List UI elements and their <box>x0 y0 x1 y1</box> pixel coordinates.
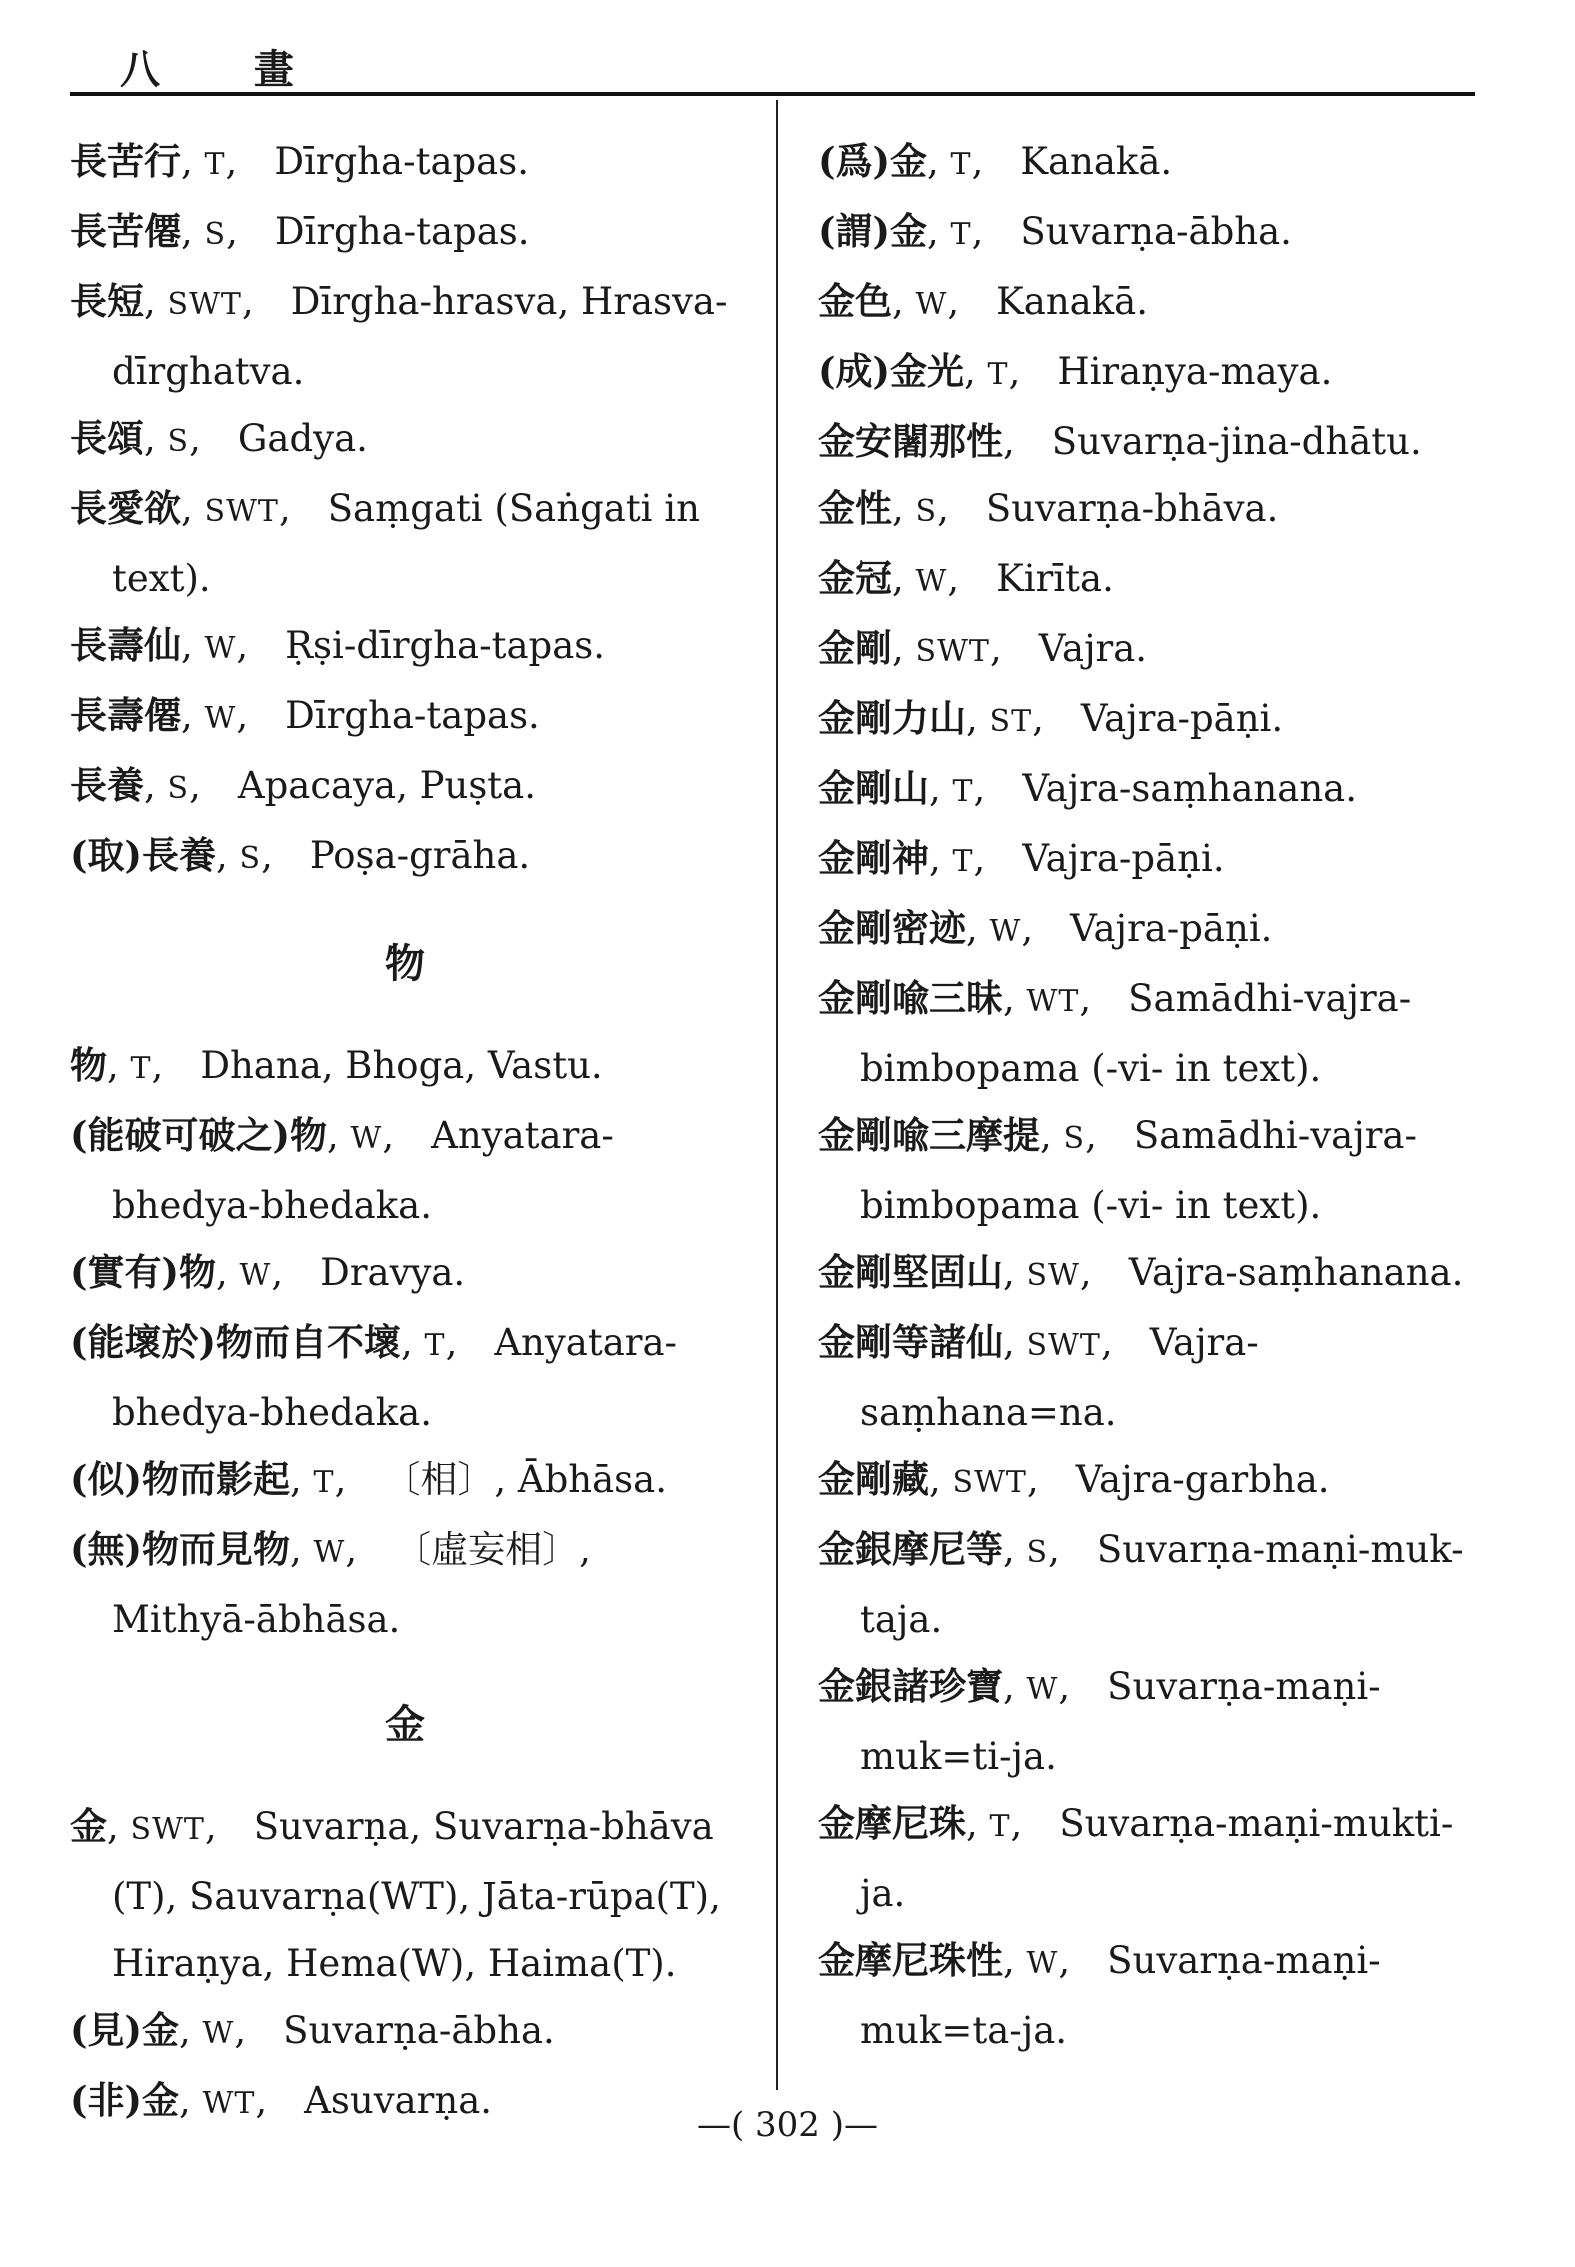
dictionary-entry: 金剛堅固山, SW, Vajra-saṃhanana. <box>818 1250 1464 1294</box>
entry-sanskrit: Anyatara-bhedya-bhedaka. <box>112 1114 614 1227</box>
section-heading: 金 <box>385 1701 425 1748</box>
entry-sanskrit: Kirīta. <box>996 557 1114 600</box>
dictionary-entry: (無)物而見物, W, 〔虛妄相〕, Mithyā-ābhāsa. <box>70 1527 591 1641</box>
entry-source-code: W <box>202 2016 235 2051</box>
right-column <box>818 128 1478 2064</box>
entry-source-code: W <box>1026 1946 1059 1981</box>
dictionary-entry: 物, T, Dhana, Bhoga, Vastu. <box>70 1043 603 1087</box>
left-column <box>70 128 740 2137</box>
dictionary-entry: 長短, SWT, Dīrgha-hrasva, Hrasva-dīrghatva. <box>70 279 728 393</box>
entry-headword: 金剛堅固山 <box>818 1250 1003 1294</box>
dictionary-entry: 金剛山, T, Vajra-saṃhanana. <box>818 766 1357 810</box>
entry-source-code: S <box>167 771 190 806</box>
entry-source-code: S <box>239 841 262 876</box>
dictionary-entry: 金剛, SWT, Vajra. <box>818 626 1148 670</box>
entry-source-code: SWT <box>130 1812 205 1847</box>
entry-headword: 長苦行 <box>70 139 181 183</box>
dictionary-entry: 金冠, W, Kirīta. <box>818 556 1114 600</box>
dictionary-entry: 金剛等諸仙, SWT, Vajra-saṃhana=na. <box>818 1320 1259 1434</box>
entry-headword: 金銀諸珍寶 <box>818 1664 1003 1708</box>
entry-headword: (取)長養 <box>70 833 217 877</box>
entry-sanskrit: Gadya. <box>237 417 368 460</box>
header-rule <box>70 92 1475 96</box>
entry-source-code: S <box>167 424 190 459</box>
dictionary-entry: 金性, S, Suvarṇa-bhāva. <box>818 486 1279 530</box>
dictionary-entry: 金, SWT, Suvarṇa, Suvarṇa-bhāva (T), Sauvarṇa(WT), Jāta-rūpa(T), Hiraṇya, Hema(W), Haima(T). <box>70 1804 721 1985</box>
entry-headword: 金色 <box>818 279 892 323</box>
dictionary-entry: 長愛欲, SWT, Saṃgati (Saṅgati in text). <box>70 486 700 600</box>
entry-headword: (實有)物 <box>70 1250 217 1294</box>
entry-source-code: W <box>204 631 237 666</box>
entry-source-code: SWT <box>167 287 242 322</box>
entry-source-code: W <box>915 564 948 599</box>
entry-source-code: SWT <box>204 494 279 529</box>
dictionary-entry: 長養, S, Apacaya, Puṣta. <box>70 763 536 807</box>
entry-sanskrit: Vajra-pāṇi. <box>1070 907 1273 950</box>
entry-source-code: T <box>989 1809 1011 1844</box>
entry-sanskrit: Samādhi-vajra-bimbopama (-vi- in text). <box>860 1114 1417 1227</box>
entry-sanskrit: Dīrgha-tapas. <box>274 140 529 183</box>
entry-headword: 長壽仙 <box>70 623 181 667</box>
entry-sanskrit: Dīrgha-hrasva, Hrasva-dīrghatva. <box>112 280 728 393</box>
entry-headword: 長頌 <box>70 416 144 460</box>
entry-source-code: T <box>952 774 974 809</box>
entry-headword: 金剛力山 <box>818 696 966 740</box>
entry-source-code: W <box>350 1121 383 1156</box>
entry-source-code: W <box>313 1535 346 1570</box>
entry-source-code: WT <box>202 2086 256 2121</box>
entry-sanskrit: 〔虛妄相〕, Mithyā-ābhāsa. <box>112 1528 591 1641</box>
entry-source-code: W <box>239 1258 272 1293</box>
entry-headword: 金摩尼珠 <box>818 1801 966 1845</box>
entry-source-code: T <box>950 147 972 182</box>
entry-headword: 長壽僊 <box>70 693 181 737</box>
dictionary-entry: 金銀摩尼等, S, Suvarṇa-maṇi-muk-taja. <box>818 1527 1464 1641</box>
entry-sanskrit: Asuvarṇa. <box>304 2079 493 2122</box>
entry-source-code: W <box>915 287 948 322</box>
entry-sanskrit: Suvarṇa-maṇi-muk-taja. <box>860 1528 1464 1641</box>
dictionary-entry: 長壽仙, W, Ṛṣi-dīrgha-tapas. <box>70 623 606 667</box>
entry-headword: 物 <box>70 1043 107 1087</box>
dictionary-entry: 金摩尼珠, T, Suvarṇa-maṇi-mukti-ja. <box>818 1801 1454 1915</box>
entry-source-code: S <box>1063 1121 1086 1156</box>
page-number: —( 302 )— <box>696 2105 879 2145</box>
entry-sanskrit: Ṛṣi-dīrgha-tapas. <box>285 624 606 667</box>
entry-headword: 金剛密迹 <box>818 906 966 950</box>
dictionary-entry: (實有)物, W, Dravya. <box>70 1250 466 1294</box>
dictionary-entry: (成)金光, T, Hiraṇya-maya. <box>818 349 1333 393</box>
entry-source-code: T <box>950 217 972 252</box>
entry-headword: (似)物而影起 <box>70 1457 291 1501</box>
entry-sanskrit: Vajra-pāṇi. <box>1080 697 1284 740</box>
entry-source-code: SW <box>1026 1258 1080 1293</box>
entry-sanskrit: Kanakā. <box>1020 140 1173 183</box>
entry-sanskrit: Suvarṇa, Suvarṇa-bhāva (T), Sauvarṇa(WT), Jāta-rūpa(T), Hiraṇya, Hema(W), Haima(T). <box>112 1805 721 1985</box>
entry-headword: 金 <box>70 1804 107 1848</box>
dictionary-entry: (謂)金, T, Suvarṇa-ābha. <box>818 209 1292 253</box>
entry-headword: 金摩尼珠性 <box>818 1938 1003 1982</box>
dictionary-entry: 金安闍那性, Suvarṇa-jina-dhātu. <box>818 419 1422 463</box>
entry-sanskrit: Vajra-pāṇi. <box>1022 837 1225 880</box>
entry-source-code: T <box>130 1051 152 1086</box>
entry-sanskrit: Suvarṇa-bhāva. <box>985 487 1279 530</box>
entry-headword: (謂)金 <box>818 209 928 253</box>
entry-sanskrit: Anyatara-bhedya-bhedaka. <box>112 1321 678 1434</box>
entry-sanskrit: Vajra-saṃhanana. <box>1022 767 1357 810</box>
entry-sanskrit: Suvarṇa-jina-dhātu. <box>1051 420 1422 463</box>
entry-headword: (見)金 <box>70 2008 180 2052</box>
entry-headword: 長愛欲 <box>70 486 181 530</box>
entry-source-code: W <box>204 701 237 736</box>
entry-sanskrit: Vajra-garbha. <box>1075 1458 1330 1501</box>
entry-headword: 金剛喩三昧 <box>818 976 1003 1020</box>
entry-sanskrit: Vajra-saṃhanana. <box>1128 1251 1464 1294</box>
entry-headword: 金剛神 <box>818 836 929 880</box>
entry-sanskrit: Hiraṇya-maya. <box>1057 350 1333 393</box>
entry-sanskrit: Suvarṇa-maṇi-mukti-ja. <box>860 1802 1454 1915</box>
dictionary-entry: 長苦僊, S, Dīrgha-tapas. <box>70 209 530 253</box>
entry-headword: 金銀摩尼等 <box>818 1527 1003 1571</box>
dictionary-entry: 金銀諸珍寶, W, Suvarṇa-maṇi-muk=ti-ja. <box>818 1664 1381 1778</box>
dictionary-entry: (爲)金, T, Kanakā. <box>818 139 1173 183</box>
entry-sanskrit: Suvarṇa-ābha. <box>1020 210 1292 253</box>
entry-headword: 金剛山 <box>818 766 929 810</box>
page-header: 八 畫 <box>120 46 334 93</box>
entry-source-code: S <box>204 217 227 252</box>
section-heading: 物 <box>385 940 425 987</box>
entry-sanskrit: Suvarṇa-ābha. <box>283 2009 555 2052</box>
entry-headword: 金剛 <box>818 626 892 670</box>
entry-headword: 長養 <box>70 763 144 807</box>
entry-headword: (爲)金 <box>818 139 928 183</box>
entry-sanskrit: Kanakā. <box>996 280 1148 323</box>
entry-headword: 金剛藏 <box>818 1457 929 1501</box>
dictionary-entry: 金剛喩三昧, WT, Samādhi-vajra-bimbopama (-vi- in text). <box>818 976 1412 1090</box>
entry-headword: (無)物而見物 <box>70 1527 291 1571</box>
dictionary-entry: 金剛藏, SWT, Vajra-garbha. <box>818 1457 1330 1501</box>
dictionary-entry: (取)長養, S, Poṣa-grāha. <box>70 833 531 877</box>
entry-source-code: S <box>915 494 938 529</box>
dictionary-entry: (見)金, W, Suvarṇa-ābha. <box>70 2008 555 2052</box>
entry-source-code: ST <box>989 704 1033 739</box>
entry-sanskrit: Saṃgati (Saṅgati in text). <box>112 487 700 600</box>
dictionary-entry: 金剛力山, ST, Vajra-pāṇi. <box>818 696 1284 740</box>
entry-source-code: SWT <box>952 1465 1027 1500</box>
entry-sanskrit: Dravya. <box>320 1251 466 1294</box>
dictionary-entry: (非)金, WT, Asuvarṇa. <box>70 2078 493 2122</box>
dictionary-entry: 長苦行, T, Dīrgha-tapas. <box>70 139 529 183</box>
dictionary-entry: (能破可破之)物, W, Anyatara-bhedya-bhedaka. <box>70 1113 614 1227</box>
dictionary-entry: 金剛神, T, Vajra-pāṇi. <box>818 836 1225 880</box>
dictionary-entry: (似)物而影起, T, 〔相〕, Ābhāsa. <box>70 1457 667 1501</box>
entry-source-code: T <box>313 1465 335 1500</box>
entry-source-code: T <box>987 357 1009 392</box>
entry-headword: 金安闍那性 <box>818 419 1003 463</box>
entry-headword: (成)金光 <box>818 349 965 393</box>
entry-sanskrit: Poṣa-grāha. <box>309 834 531 877</box>
entry-headword: 金剛等諸仙 <box>818 1320 1003 1364</box>
column-divider <box>776 100 778 2090</box>
entry-source-code: SWT <box>1026 1328 1101 1363</box>
dictionary-entry: (能壞於)物而自不壞, T, Anyatara-bhedya-bhedaka. <box>70 1320 678 1434</box>
entry-sanskrit: Suvarṇa-maṇi-muk=ta-ja. <box>860 1939 1381 2052</box>
dictionary-entry: 金色, W, Kanakā. <box>818 279 1148 323</box>
entry-headword: 金性 <box>818 486 892 530</box>
entry-source-code: T <box>952 844 974 879</box>
entry-source-code: W <box>989 914 1022 949</box>
entry-sanskrit: Dīrgha-tapas. <box>274 210 530 253</box>
entry-headword: 金冠 <box>818 556 892 600</box>
entry-headword: 長苦僊 <box>70 209 181 253</box>
entry-headword: (非)金 <box>70 2078 180 2122</box>
entry-source-code: S <box>1026 1535 1049 1570</box>
entry-sanskrit: Suvarṇa-maṇi-muk=ti-ja. <box>860 1665 1381 1778</box>
entry-headword: 金剛喩三摩提 <box>818 1113 1040 1157</box>
dictionary-entry: 金剛密迹, W, Vajra-pāṇi. <box>818 906 1273 950</box>
entry-headword: (能破可破之)物 <box>70 1113 328 1157</box>
dictionary-entry: 長壽僊, W, Dīrgha-tapas. <box>70 693 540 737</box>
entry-sanskrit: Dhana, Bhoga, Vastu. <box>200 1044 603 1087</box>
entry-source-code: SWT <box>915 634 990 669</box>
entry-headword: (能壞於)物而自不壞 <box>70 1320 402 1364</box>
entry-source-code: WT <box>1026 984 1080 1019</box>
entry-source-code: T <box>204 147 226 182</box>
entry-sanskrit: 〔相〕, Ābhāsa. <box>383 1458 667 1501</box>
dictionary-entry: 長頌, S, Gadya. <box>70 416 368 460</box>
entry-sanskrit: Apacaya, Puṣta. <box>237 764 536 807</box>
entry-sanskrit: Vajra. <box>1038 627 1148 670</box>
entry-source-code: W <box>1026 1672 1059 1707</box>
dictionary-entry: 金摩尼珠性, W, Suvarṇa-maṇi-muk=ta-ja. <box>818 1938 1381 2052</box>
entry-sanskrit: Samādhi-vajra-bimbopama (-vi- in text). <box>860 977 1412 1090</box>
entry-headword: 長短 <box>70 279 144 323</box>
entry-sanskrit: Dīrgha-tapas. <box>285 694 540 737</box>
dictionary-entry: 金剛喩三摩提, S, Samādhi-vajra-bimbopama (-vi- in text). <box>818 1113 1417 1227</box>
entry-source-code: T <box>424 1328 446 1363</box>
entry-sanskrit: Vajra-saṃhana=na. <box>860 1321 1259 1434</box>
